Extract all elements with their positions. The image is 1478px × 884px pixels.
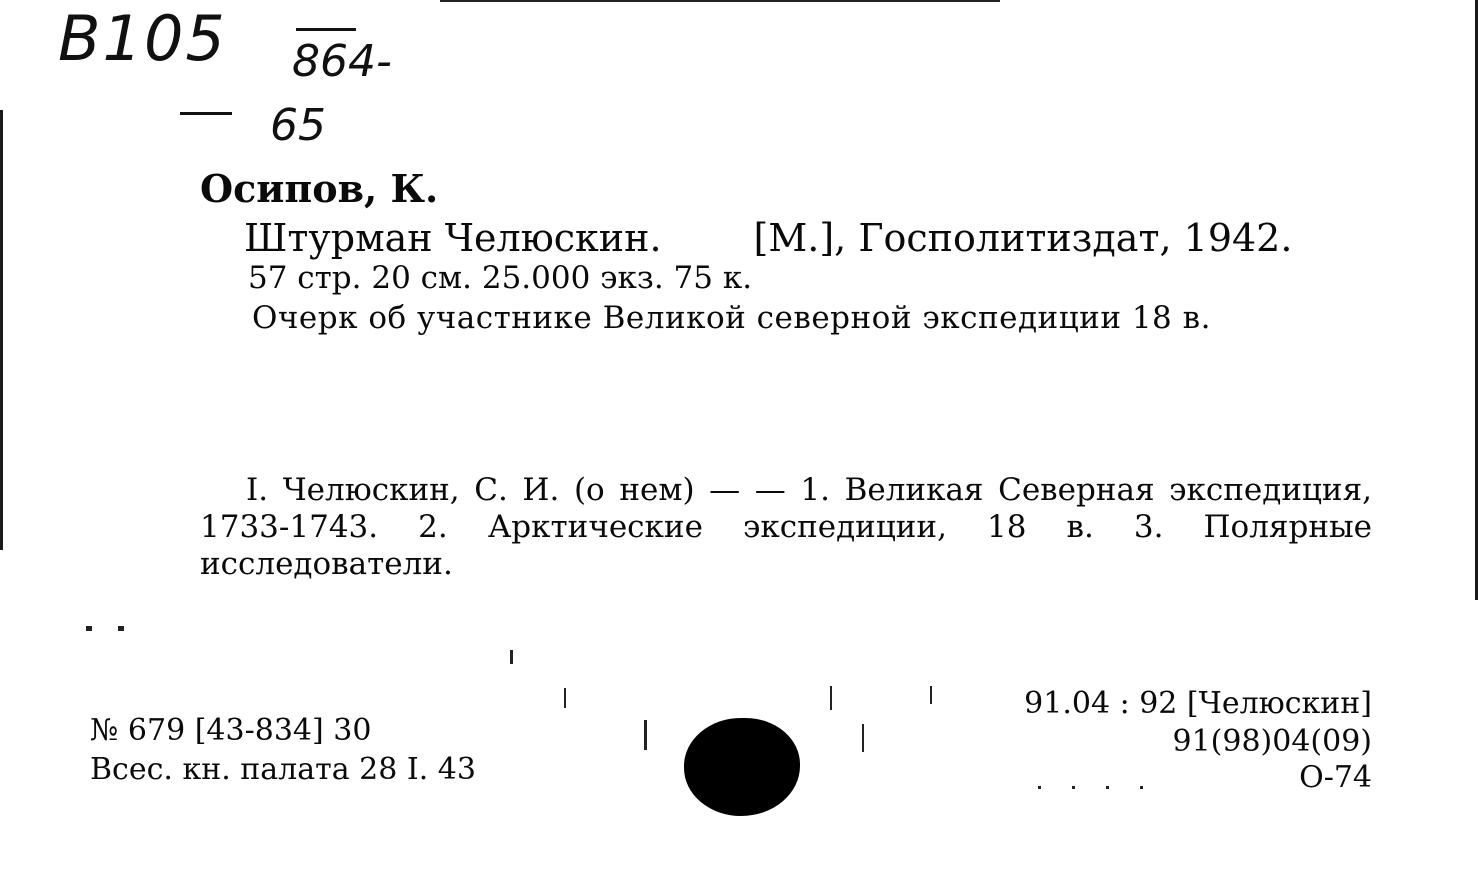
- scan-speck: [862, 724, 864, 752]
- classification-secondary: 91(98)04(09): [1172, 724, 1372, 759]
- handwritten-dash: [180, 112, 232, 115]
- subject-tracings: I. Челюскин, С. И. (о нем) — — 1. Великая Северная экспедиция, 1733-1743. 2. Арктические экспедиции, 18 в. 3. Полярные исследователи.: [200, 472, 1372, 582]
- title-statement: [244, 216, 1292, 260]
- registration-number: № 679 [43-834] 30: [90, 713, 372, 748]
- scan-edge-top: [440, 0, 1000, 2]
- scan-speck: [510, 650, 513, 664]
- scan-speck: [1106, 786, 1109, 789]
- handwritten-number-bottom: 65: [270, 100, 326, 151]
- handwritten-number-top: 864-: [292, 36, 392, 87]
- scan-speck: [1140, 786, 1143, 789]
- scan-speck: [86, 626, 92, 631]
- handwritten-overline: [296, 28, 356, 31]
- scan-speck: [564, 688, 566, 708]
- scan-speck: [644, 720, 647, 750]
- annotation-note: Очерк об участнике Великой северной экспедиции 18 в.: [252, 300, 1211, 336]
- scan-speck: [930, 686, 932, 704]
- scan-speck: [1072, 786, 1075, 789]
- punched-hole: [684, 718, 800, 816]
- physical-description: 57 стр. 20 см. 25.000 экз. 75 к.: [248, 260, 753, 296]
- scan-speck: [118, 626, 124, 631]
- classification-primary: 91.04 : 92 [Челюскин]: [1024, 686, 1372, 721]
- scan-speck: [1038, 786, 1041, 789]
- author-heading: Осипов, К.: [200, 166, 439, 211]
- author-mark: О-74: [1299, 760, 1372, 795]
- scan-edge-left: [0, 110, 3, 550]
- handwritten-call-number: B105: [58, 2, 227, 75]
- imprint: [М.], Госполитиздат, 1942.: [753, 216, 1293, 260]
- book-chamber-stamp: Всес. кн. палата 28 I. 43: [90, 752, 476, 787]
- scan-speck: [830, 686, 832, 710]
- book-title: Штурман Челюскин.: [244, 216, 662, 260]
